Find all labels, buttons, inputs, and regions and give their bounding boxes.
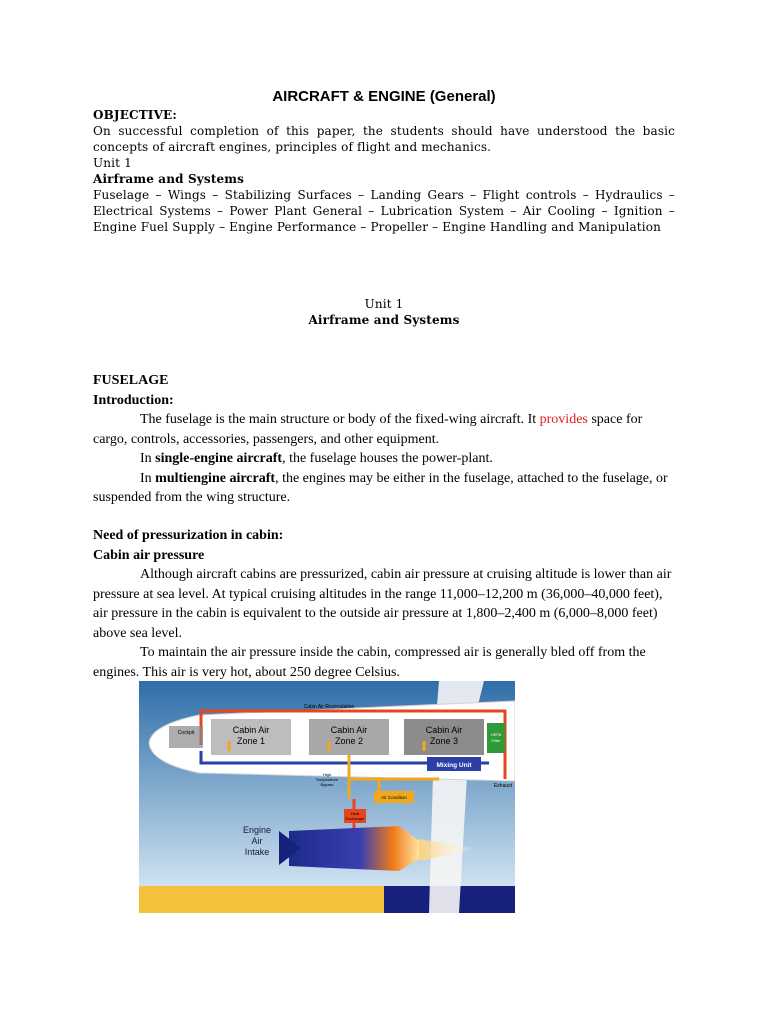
fuselage-paragraph-3 — [93, 469, 675, 508]
objective-section — [93, 107, 675, 235]
label-zone-3b: Zone 3 — [429, 736, 459, 746]
label-mixing-unit: Mixing Unit — [436, 762, 472, 769]
label-heat-b: Exchanger — [345, 816, 365, 821]
document-title: AIRCRAFT & ENGINE (General) — [272, 88, 496, 105]
introduction-heading: Introduction: — [93, 392, 174, 408]
unit-header-label: Unit 1 — [364, 297, 404, 311]
cabin-air-pressure-heading: Cabin air pressure — [93, 547, 205, 563]
label-cockpit: Cockpit — [177, 730, 195, 736]
topics-list: Fuselage – Wings – Stabilizing Surfaces – Landing Gears – Flight controls – Hydraulics – Electrical Systems – Power Plant General – Lubrication System – Air Cooling – Ignition – Engine Fuel Supply – Engine Performance – Propeller – Engine Handling and Manipulation — [93, 188, 675, 234]
label-intake-a: Engine — [242, 825, 272, 835]
label-air-condition: Air Condition — [381, 795, 407, 800]
label-exhaust: Exhaust — [493, 783, 513, 789]
engine-nacelle — [289, 826, 419, 871]
fuselage-paragraph-2 — [93, 449, 675, 469]
fuselage-section — [93, 371, 675, 508]
label-heat-a: Heat — [350, 811, 360, 816]
pressurization-section — [93, 526, 675, 682]
label-hepa-b: Filter — [491, 738, 501, 743]
pressurization-paragraph-1: Although aircraft cabins are pressurized, cabin air pressure at cruising altitude is lower than air pressure at sea level. At typical cruising altitudes in the range 11,000–12,200 m (36,000–40,000 feet), air pressure in the cabin is equivalent to the outside air pressure at 1,800–2,400 m (6,000–8,000 feet) above sea level. — [93, 567, 672, 641]
unit-header-title: Airframe and Systems — [308, 313, 460, 327]
label-intake-c: Intake — [244, 847, 270, 857]
fuselage-heading: FUSELAGE — [93, 373, 169, 388]
single-engine-term: single-engine aircraft — [155, 451, 283, 466]
label-intake-b: Air — [251, 836, 263, 846]
pressurization-paragraph-2: To maintain the air pressure inside the cabin, compressed air is generally bled off from the engines. This air is very hot, about 250 degree Celsius. — [93, 645, 646, 680]
cabin-air-diagram — [139, 681, 515, 913]
label-hepa-a: HEPA — [490, 732, 502, 737]
label-bypass-c: Bypass — [320, 782, 334, 787]
fuselage-p2-prefix: In — [140, 451, 156, 466]
fuselage-p3-rest: , the engines may be either in the fuselage, attached to the fuselage, or suspended from the wing structure. — [93, 470, 668, 505]
fuselage-paragraph-1 — [93, 410, 675, 449]
highlighted-word: provides — [539, 412, 588, 427]
fuselage-p1-text: The fuselage is the main structure or body of the fixed-wing aircraft. It — [140, 412, 540, 427]
ground-band — [139, 886, 384, 913]
label-zone-2b: Zone 2 — [334, 736, 364, 746]
unit-header — [93, 296, 675, 328]
pressurization-heading: Need of pressurization in cabin: — [93, 528, 284, 543]
objective-text: On successful completion of this paper, the students should have understood the basic concepts of aircraft engines, principles of flight and mechanics. — [93, 124, 675, 154]
unit-label: Unit 1 — [93, 156, 132, 170]
fuselage-p2-rest: , the fuselage houses the power-plant. — [282, 451, 493, 466]
label-zone-1a: Cabin Air — [232, 725, 270, 735]
unit-title: Airframe and Systems — [93, 172, 245, 186]
label-zone-2a: Cabin Air — [330, 725, 368, 735]
label-bypass-a: High — [322, 772, 332, 777]
fuselage-p3-prefix: In — [140, 470, 156, 486]
label-recirculation: Cabin Air Recirculation — [303, 704, 355, 710]
fuselage-p1-rest: space for cargo, controls, accessories, passengers, and other equipment. — [93, 412, 643, 447]
label-zone-1b: Zone 1 — [236, 736, 266, 746]
objective-heading: OBJECTIVE: — [93, 108, 177, 122]
label-zone-3a: Cabin Air — [425, 725, 463, 735]
label-bypass-b: Temperature — [315, 777, 339, 782]
multiengine-term: multiengine aircraft — [155, 470, 276, 486]
